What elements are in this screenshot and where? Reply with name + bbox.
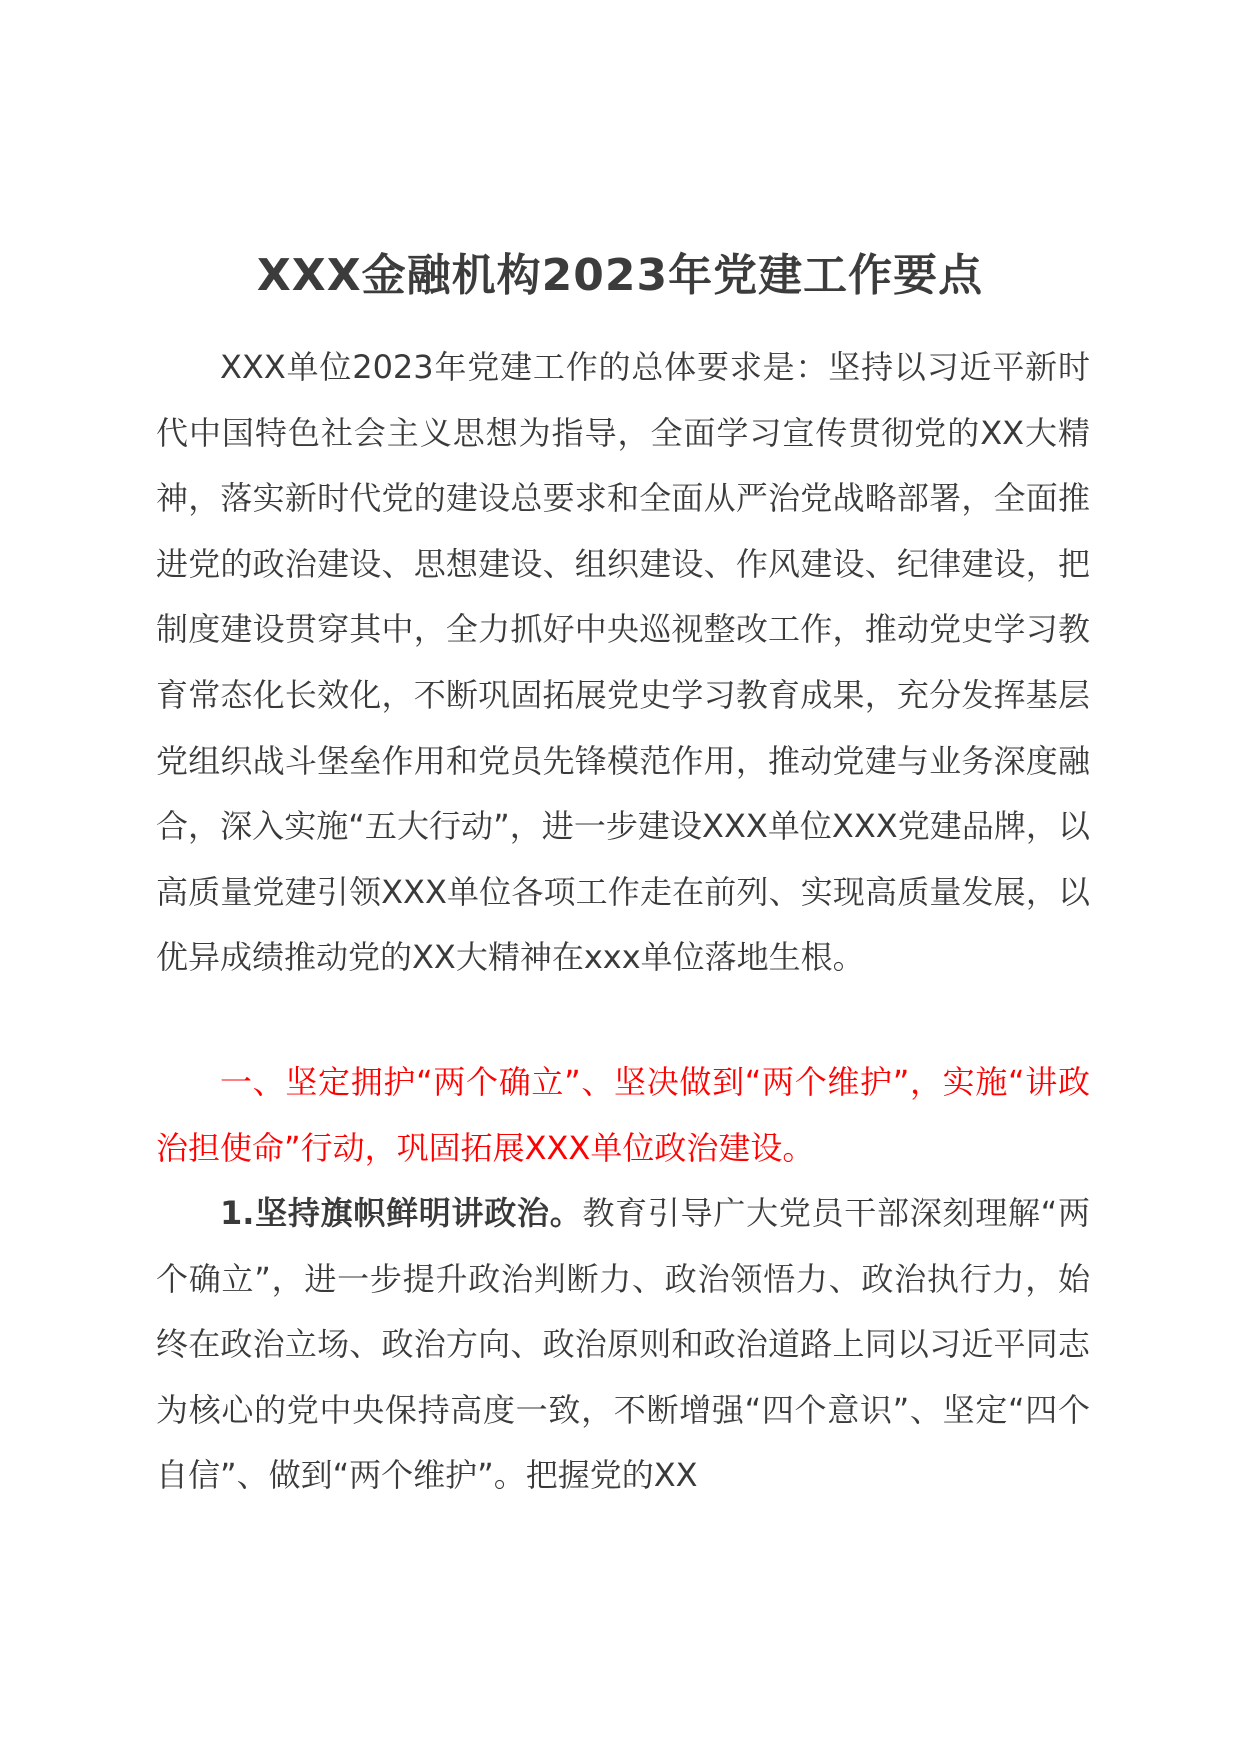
intro-paragraph: XXX单位2023年党建工作的总体要求是：坚持以习近平新时代中国特色社会主义思想为指导，全面学习宣传贯彻党的XX大精神，落实新时代党的建设总要求和全面从严治党战略部署，全面推进党的政治建设、思想建设、组织建设、作风建设、纪律建设，把制度建设贯穿其中，全力抓好中央巡视整改工作，推动党史学习教育常态化长效化，不断巩固拓展党史学习教育成果，充分发挥基层党组织战斗堡垒作用和党员先锋模范作用，推动党建与业务深度融合，深入实施“五大行动”，进一步建设XXX单位XXX党建品牌，以高质量党建引领XXX单位各项工作走在前列、实现高质量发展，以优异成绩推动党的XX大精神在xxx单位落地生根。 bbox=[156, 348, 1090, 977]
item-1-lead: 1.坚持旗帜鲜明讲政治。 bbox=[220, 1194, 583, 1232]
section-heading-1: 一、坚定拥护“两个确立”、坚决做到“两个维护”，实施“讲政治担使命”行动，巩固拓展XXX单位政治建设。 bbox=[156, 1063, 1090, 1167]
item-1-text: 教育引导广大党员干部深刻理解“两个确立”，进一步提升政治判断力、政治领悟力、政治执行力，始终在政治立场、政治方向、政治原则和政治道路上同以习近平同志为核心的党中央保持高度一致，不断增强“四个意识”、坚定“四个自信”、做到“两个维护”。把握党的XX bbox=[156, 1194, 1090, 1495]
page-title: XXX金融机构2023年党建工作要点 bbox=[256, 250, 984, 301]
item-1-paragraph bbox=[156, 1181, 1090, 1509]
